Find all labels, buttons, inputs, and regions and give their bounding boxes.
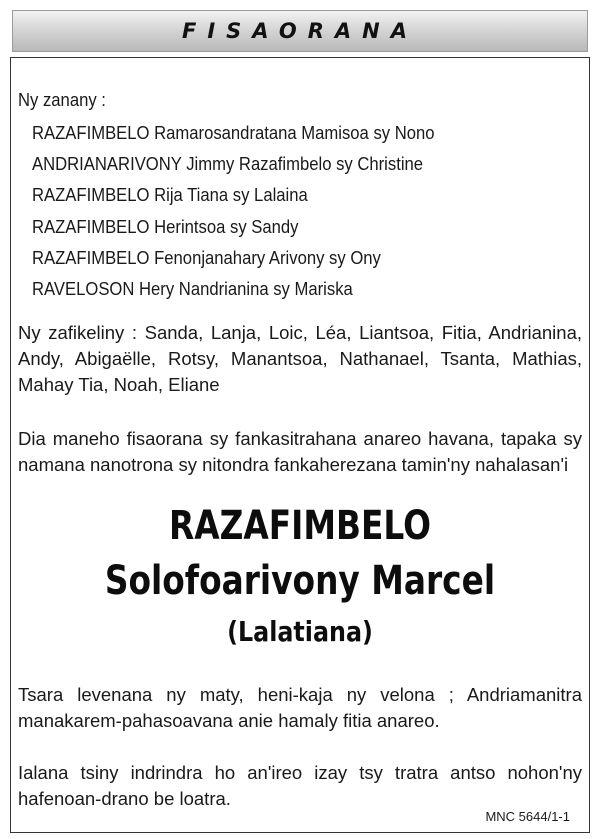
grandchildren-paragraph: Ny zafikeliny : Sanda, Lanja, Loic, Léa, Liantsoa, Fitia, Andrianina, Andy, Abigaëlle, Rotsy, Manantsoa, Nathanael, Tsanta, Mathias, Mahay Tia, Noah, Eliane [18, 322, 582, 395]
children-list [32, 117, 479, 304]
list-item: ANDRIANARIVONY Jimmy Razafimbelo sy Christine [32, 153, 424, 175]
deceased-nickname: (Lalatiana) [227, 615, 373, 648]
children-label: Ny zanany : [18, 89, 106, 110]
list-item: RAZAFIMBELO Ramarosandratana Mamisoa sy Nono [32, 122, 435, 143]
list-item: RAZAFIMBELO Rija Tiana sy Lalaina [32, 184, 308, 206]
notice-title: FISAORANA [182, 19, 418, 43]
deceased-given-names: Solofoarivony Marcel [104, 558, 496, 604]
apology-paragraph: Ialana tsiny indrindra ho an'ireo izay tsy tratra antso nohon'ny hafenoan-drano be loatra. [18, 762, 582, 809]
blessing-paragraph: Tsara levenana ny maty, heni-kaja ny velona ; Andriamanitra manakarem-pahasoavana anie hamaly fitia anareo. [18, 684, 582, 731]
thanks-paragraph: Dia maneho fisaorana sy fankasitrahana anareo havana, tapaka sy namana nanotrona sy nitondra fankaherezana tamin'ny nahalasan'i [18, 428, 582, 475]
notice-header-banner [12, 10, 588, 52]
list-item: RAVELOSON Hery Nandrianina sy Mariska [32, 278, 353, 300]
list-item: RAZAFIMBELO Fenonjanahary Arivony sy Ony [32, 246, 381, 268]
list-item: RAZAFIMBELO Herintsoa sy Sandy [32, 215, 299, 237]
reference-code: MNC 5644/1-1 [485, 809, 570, 824]
deceased-surname: RAZAFIMBELO [168, 503, 432, 549]
